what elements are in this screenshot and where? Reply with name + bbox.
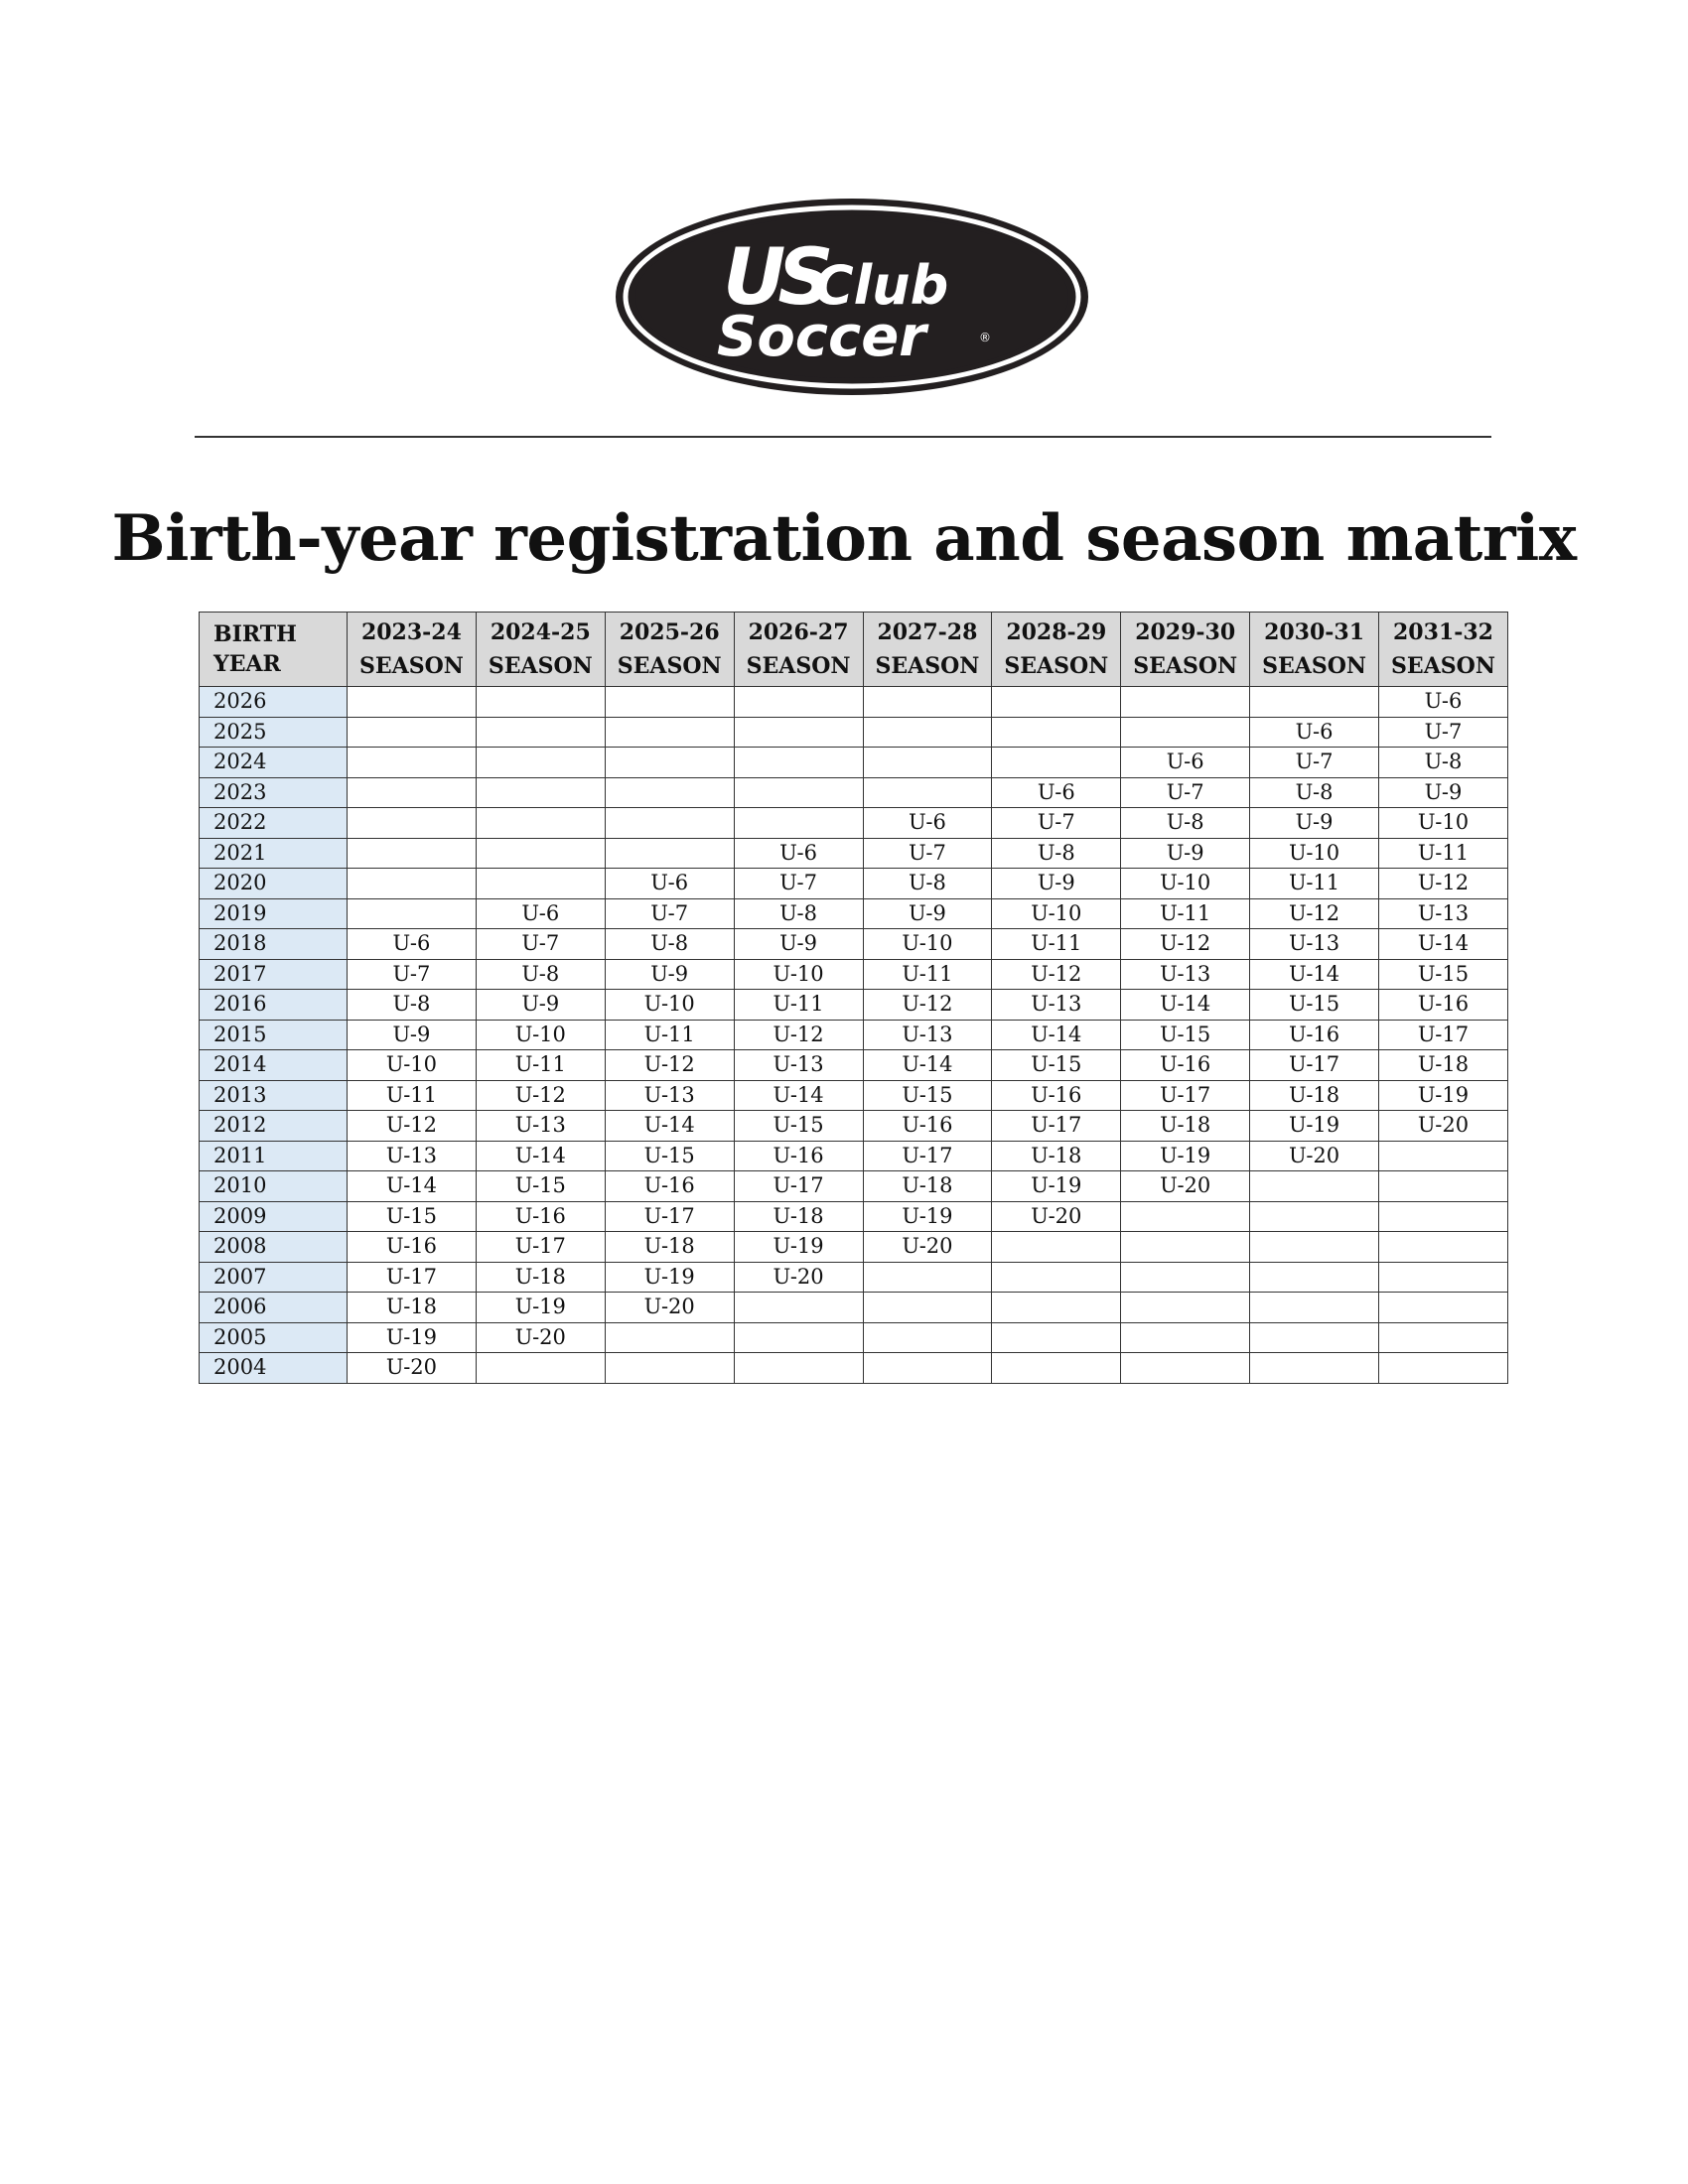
age-group-cell: U-6 xyxy=(1121,748,1250,778)
age-group-cell: U-18 xyxy=(348,1293,477,1323)
age-group-cell xyxy=(476,1353,605,1384)
age-group-cell xyxy=(863,1322,992,1353)
age-group-cell xyxy=(992,1262,1121,1293)
age-group-cell: U-8 xyxy=(348,990,477,1021)
age-group-cell: U-6 xyxy=(992,777,1121,808)
season-year: 2030-31 xyxy=(1264,619,1365,645)
season-year: 2024-25 xyxy=(490,619,591,645)
age-group-cell: U-14 xyxy=(734,1080,863,1111)
age-group-cell: U-11 xyxy=(1379,838,1508,869)
age-group-cell: U-9 xyxy=(476,990,605,1021)
age-group-cell: U-6 xyxy=(734,838,863,869)
age-group-cell: U-11 xyxy=(348,1080,477,1111)
birth-year-cell: 2016 xyxy=(200,990,348,1021)
age-group-cell xyxy=(1379,1293,1508,1323)
age-group-cell: U-6 xyxy=(1379,687,1508,718)
season-label: SEASON xyxy=(358,653,464,679)
age-group-cell: U-14 xyxy=(1121,990,1250,1021)
table-row xyxy=(200,687,1508,718)
age-group-cell: U-20 xyxy=(734,1262,863,1293)
age-group-cell xyxy=(605,1322,734,1353)
age-group-cell: U-11 xyxy=(476,1050,605,1081)
age-group-cell xyxy=(734,808,863,839)
season-header-2026-27 xyxy=(734,613,863,687)
birth-year-cell: 2009 xyxy=(200,1201,348,1232)
age-group-cell: U-18 xyxy=(476,1262,605,1293)
page-title: Birth-year registration and season matrix xyxy=(111,501,1577,576)
age-group-cell: U-8 xyxy=(1250,777,1379,808)
age-group-cell xyxy=(476,838,605,869)
age-group-cell: U-13 xyxy=(863,1020,992,1050)
age-group-cell xyxy=(734,1293,863,1323)
age-group-cell xyxy=(1250,1262,1379,1293)
age-group-cell xyxy=(863,777,992,808)
birth-year-cell: 2023 xyxy=(200,777,348,808)
season-header-2025-26 xyxy=(605,613,734,687)
birth-year-cell: 2026 xyxy=(200,687,348,718)
age-group-cell: U-15 xyxy=(1250,990,1379,1021)
age-group-cell: U-14 xyxy=(348,1171,477,1202)
age-group-cell xyxy=(1250,1232,1379,1263)
age-group-cell: U-10 xyxy=(734,959,863,990)
season-header-2023-24 xyxy=(348,613,477,687)
age-group-cell: U-20 xyxy=(1121,1171,1250,1202)
age-group-cell: U-18 xyxy=(734,1201,863,1232)
age-group-cell: U-13 xyxy=(992,990,1121,1021)
age-group-cell xyxy=(1379,1262,1508,1293)
age-group-cell xyxy=(992,1293,1121,1323)
age-group-cell xyxy=(863,1262,992,1293)
age-group-cell: U-15 xyxy=(348,1201,477,1232)
season-year: 2026-27 xyxy=(748,619,849,645)
birth-year-header-line1: BIRTH xyxy=(213,621,297,647)
age-group-cell: U-9 xyxy=(1379,777,1508,808)
age-group-cell xyxy=(734,748,863,778)
age-group-cell: U-20 xyxy=(348,1353,477,1384)
horizontal-rule xyxy=(195,436,1491,438)
age-group-cell xyxy=(992,1322,1121,1353)
age-group-cell: U-16 xyxy=(992,1080,1121,1111)
season-label: SEASON xyxy=(746,653,851,679)
age-group-cell xyxy=(1121,1322,1250,1353)
logo-text-us: US xyxy=(723,233,826,323)
age-group-cell: U-9 xyxy=(1121,838,1250,869)
age-group-cell: U-10 xyxy=(476,1020,605,1050)
age-group-cell: U-8 xyxy=(605,929,734,960)
age-group-cell xyxy=(1250,687,1379,718)
age-group-cell: U-13 xyxy=(348,1141,477,1171)
birth-year-cell: 2008 xyxy=(200,1232,348,1263)
age-group-cell: U-15 xyxy=(734,1111,863,1142)
table-row xyxy=(200,748,1508,778)
season-matrix-table xyxy=(199,612,1508,1384)
age-group-cell: U-15 xyxy=(1379,959,1508,990)
age-group-cell xyxy=(605,808,734,839)
birth-year-cell: 2011 xyxy=(200,1141,348,1171)
birth-year-cell: 2022 xyxy=(200,808,348,839)
birth-year-cell: 2021 xyxy=(200,838,348,869)
table-row xyxy=(200,1232,1508,1263)
age-group-cell: U-17 xyxy=(992,1111,1121,1142)
age-group-cell xyxy=(992,1232,1121,1263)
age-group-cell xyxy=(605,838,734,869)
season-header-2030-31 xyxy=(1250,613,1379,687)
age-group-cell: U-12 xyxy=(992,959,1121,990)
season-header-2029-30 xyxy=(1121,613,1250,687)
age-group-cell: U-8 xyxy=(734,898,863,929)
season-label: SEASON xyxy=(1262,653,1366,679)
age-group-cell: U-18 xyxy=(1250,1080,1379,1111)
age-group-cell: U-19 xyxy=(734,1232,863,1263)
age-group-cell xyxy=(1250,1293,1379,1323)
age-group-cell: U-8 xyxy=(1121,808,1250,839)
age-group-cell xyxy=(348,687,477,718)
age-group-cell: U-9 xyxy=(734,929,863,960)
age-group-cell xyxy=(734,1322,863,1353)
age-group-cell xyxy=(476,717,605,748)
age-group-cell: U-16 xyxy=(476,1201,605,1232)
age-group-cell xyxy=(1121,1262,1250,1293)
age-group-cell xyxy=(476,869,605,899)
season-header-2028-29 xyxy=(992,613,1121,687)
table-row xyxy=(200,929,1508,960)
logo-registered-mark: ® xyxy=(979,331,991,344)
age-group-cell: U-6 xyxy=(605,869,734,899)
season-year: 2028-29 xyxy=(1006,619,1107,645)
birth-year-cell: 2017 xyxy=(200,959,348,990)
age-group-cell xyxy=(734,777,863,808)
age-group-cell xyxy=(476,808,605,839)
age-group-cell: U-11 xyxy=(863,959,992,990)
table-row xyxy=(200,1201,1508,1232)
age-group-cell: U-19 xyxy=(863,1201,992,1232)
age-group-cell xyxy=(1121,1201,1250,1232)
age-group-cell: U-6 xyxy=(476,898,605,929)
age-group-cell xyxy=(476,777,605,808)
age-group-cell: U-20 xyxy=(863,1232,992,1263)
birth-year-cell: 2018 xyxy=(200,929,348,960)
season-year: 2023-24 xyxy=(360,619,462,645)
age-group-cell: U-7 xyxy=(863,838,992,869)
age-group-cell: U-16 xyxy=(1250,1020,1379,1050)
birth-year-cell: 2014 xyxy=(200,1050,348,1081)
age-group-cell xyxy=(1379,1201,1508,1232)
season-year: 2025-26 xyxy=(619,619,720,645)
age-group-cell: U-9 xyxy=(992,869,1121,899)
age-group-cell xyxy=(1250,1353,1379,1384)
age-group-cell xyxy=(1379,1141,1508,1171)
age-group-cell: U-7 xyxy=(1379,717,1508,748)
table-row xyxy=(200,1171,1508,1202)
age-group-cell xyxy=(605,748,734,778)
table-row xyxy=(200,777,1508,808)
birth-year-cell: 2007 xyxy=(200,1262,348,1293)
age-group-cell: U-9 xyxy=(605,959,734,990)
age-group-cell: U-10 xyxy=(992,898,1121,929)
age-group-cell: U-16 xyxy=(863,1111,992,1142)
season-label: SEASON xyxy=(875,653,980,679)
age-group-cell: U-12 xyxy=(1121,929,1250,960)
age-group-cell: U-7 xyxy=(605,898,734,929)
us-club-soccer-logo xyxy=(614,197,1090,397)
age-group-cell xyxy=(734,687,863,718)
age-group-cell: U-18 xyxy=(1379,1050,1508,1081)
age-group-cell: U-19 xyxy=(992,1171,1121,1202)
age-group-cell: U-13 xyxy=(1379,898,1508,929)
table-header-row xyxy=(200,613,1508,687)
table-row xyxy=(200,1141,1508,1171)
age-group-cell: U-18 xyxy=(1121,1111,1250,1142)
table-row xyxy=(200,1080,1508,1111)
age-group-cell xyxy=(1250,1322,1379,1353)
age-group-cell xyxy=(348,808,477,839)
age-group-cell: U-17 xyxy=(1121,1080,1250,1111)
age-group-cell: U-17 xyxy=(348,1262,477,1293)
season-year: 2031-32 xyxy=(1393,619,1493,645)
birth-year-cell: 2005 xyxy=(200,1322,348,1353)
age-group-cell xyxy=(1121,1232,1250,1263)
birth-year-cell: 2006 xyxy=(200,1293,348,1323)
age-group-cell xyxy=(348,717,477,748)
age-group-cell: U-14 xyxy=(863,1050,992,1081)
table-row xyxy=(200,1050,1508,1081)
age-group-cell: U-20 xyxy=(992,1201,1121,1232)
age-group-cell: U-8 xyxy=(992,838,1121,869)
age-group-cell: U-18 xyxy=(992,1141,1121,1171)
age-group-cell xyxy=(863,717,992,748)
age-group-cell: U-7 xyxy=(992,808,1121,839)
age-group-cell: U-13 xyxy=(476,1111,605,1142)
season-year: 2029-30 xyxy=(1135,619,1236,645)
age-group-cell: U-18 xyxy=(605,1232,734,1263)
age-group-cell xyxy=(1379,1171,1508,1202)
age-group-cell: U-10 xyxy=(1121,869,1250,899)
age-group-cell: U-12 xyxy=(1379,869,1508,899)
table-body xyxy=(200,687,1508,1384)
age-group-cell: U-12 xyxy=(863,990,992,1021)
age-group-cell: U-20 xyxy=(476,1322,605,1353)
logo-text-club: Club xyxy=(814,254,949,317)
table-row xyxy=(200,959,1508,990)
age-group-cell: U-7 xyxy=(734,869,863,899)
season-header-2027-28 xyxy=(863,613,992,687)
age-group-cell: U-7 xyxy=(348,959,477,990)
age-group-cell xyxy=(348,869,477,899)
age-group-cell xyxy=(605,1353,734,1384)
age-group-cell: U-15 xyxy=(476,1171,605,1202)
age-group-cell: U-17 xyxy=(605,1201,734,1232)
age-group-cell: U-9 xyxy=(348,1020,477,1050)
age-group-cell: U-12 xyxy=(348,1111,477,1142)
age-group-cell xyxy=(1250,1201,1379,1232)
age-group-cell: U-7 xyxy=(1121,777,1250,808)
age-group-cell xyxy=(1379,1322,1508,1353)
age-group-cell: U-13 xyxy=(1250,929,1379,960)
age-group-cell xyxy=(1250,1171,1379,1202)
age-group-cell xyxy=(863,687,992,718)
age-group-cell xyxy=(1379,1353,1508,1384)
age-group-cell xyxy=(992,717,1121,748)
age-group-cell xyxy=(1121,1353,1250,1384)
table-row xyxy=(200,869,1508,899)
age-group-cell xyxy=(992,748,1121,778)
age-group-cell: U-15 xyxy=(1121,1020,1250,1050)
age-group-cell: U-7 xyxy=(1250,748,1379,778)
age-group-cell: U-19 xyxy=(476,1293,605,1323)
age-group-cell xyxy=(476,687,605,718)
age-group-cell xyxy=(348,777,477,808)
age-group-cell: U-19 xyxy=(1379,1080,1508,1111)
age-group-cell xyxy=(605,717,734,748)
season-year: 2027-28 xyxy=(877,619,978,645)
age-group-cell xyxy=(992,687,1121,718)
age-group-cell: U-14 xyxy=(1379,929,1508,960)
table-row xyxy=(200,838,1508,869)
age-group-cell: U-10 xyxy=(1250,838,1379,869)
age-group-cell xyxy=(1121,687,1250,718)
season-header-2024-25 xyxy=(476,613,605,687)
season-header-2031-32 xyxy=(1379,613,1508,687)
season-label: SEASON xyxy=(617,653,722,679)
table-row xyxy=(200,1020,1508,1050)
age-group-cell xyxy=(348,748,477,778)
birth-year-cell: 2004 xyxy=(200,1353,348,1384)
age-group-cell: U-14 xyxy=(1250,959,1379,990)
age-group-cell: U-20 xyxy=(1379,1111,1508,1142)
age-group-cell xyxy=(348,838,477,869)
age-group-cell: U-16 xyxy=(1379,990,1508,1021)
age-group-cell xyxy=(734,1353,863,1384)
age-group-cell: U-10 xyxy=(605,990,734,1021)
age-group-cell: U-20 xyxy=(605,1293,734,1323)
age-group-cell: U-15 xyxy=(992,1050,1121,1081)
table-row xyxy=(200,1322,1508,1353)
age-group-cell: U-16 xyxy=(734,1141,863,1171)
age-group-cell: U-16 xyxy=(1121,1050,1250,1081)
age-group-cell: U-13 xyxy=(1121,959,1250,990)
age-group-cell xyxy=(863,748,992,778)
birth-year-cell: 2025 xyxy=(200,717,348,748)
age-group-cell: U-7 xyxy=(476,929,605,960)
age-group-cell: U-14 xyxy=(605,1111,734,1142)
age-group-cell: U-8 xyxy=(863,869,992,899)
age-group-cell: U-17 xyxy=(476,1232,605,1263)
table-row xyxy=(200,1293,1508,1323)
age-group-cell: U-9 xyxy=(1250,808,1379,839)
age-group-cell: U-18 xyxy=(863,1171,992,1202)
age-group-cell xyxy=(992,1353,1121,1384)
age-group-cell xyxy=(734,717,863,748)
age-group-cell: U-12 xyxy=(1250,898,1379,929)
birth-year-cell: 2019 xyxy=(200,898,348,929)
age-group-cell: U-13 xyxy=(605,1080,734,1111)
season-label: SEASON xyxy=(1133,653,1238,679)
age-group-cell: U-15 xyxy=(863,1080,992,1111)
age-group-cell: U-11 xyxy=(1121,898,1250,929)
age-group-cell: U-8 xyxy=(1379,748,1508,778)
birth-year-cell: 2024 xyxy=(200,748,348,778)
age-group-cell xyxy=(863,1293,992,1323)
birth-year-cell: 2020 xyxy=(200,869,348,899)
age-group-cell: U-8 xyxy=(476,959,605,990)
season-label: SEASON xyxy=(488,653,593,679)
birth-year-cell: 2010 xyxy=(200,1171,348,1202)
table-row xyxy=(200,898,1508,929)
logo-text-soccer: Soccer xyxy=(717,305,926,369)
birth-year-header-line2: YEAR xyxy=(213,651,281,677)
season-label: SEASON xyxy=(1391,653,1495,679)
age-group-cell: U-12 xyxy=(476,1080,605,1111)
age-group-cell xyxy=(476,748,605,778)
age-group-cell xyxy=(348,898,477,929)
age-group-cell: U-20 xyxy=(1250,1141,1379,1171)
age-group-cell xyxy=(1379,1232,1508,1263)
age-group-cell: U-6 xyxy=(348,929,477,960)
age-group-cell: U-17 xyxy=(734,1171,863,1202)
age-group-cell xyxy=(1121,1293,1250,1323)
table-row xyxy=(200,1111,1508,1142)
age-group-cell: U-16 xyxy=(605,1171,734,1202)
birth-year-cell: 2013 xyxy=(200,1080,348,1111)
age-group-cell: U-11 xyxy=(1250,869,1379,899)
birth-year-cell: 2012 xyxy=(200,1111,348,1142)
table-row xyxy=(200,1262,1508,1293)
table-row xyxy=(200,1353,1508,1384)
age-group-cell: U-10 xyxy=(863,929,992,960)
age-group-cell: U-17 xyxy=(1250,1050,1379,1081)
table-row xyxy=(200,808,1508,839)
age-group-cell: U-10 xyxy=(348,1050,477,1081)
age-group-cell: U-11 xyxy=(605,1020,734,1050)
age-group-cell xyxy=(1121,717,1250,748)
age-group-cell: U-6 xyxy=(863,808,992,839)
age-group-cell: U-12 xyxy=(734,1020,863,1050)
season-label: SEASON xyxy=(1004,653,1109,679)
age-group-cell xyxy=(863,1353,992,1384)
age-group-cell: U-13 xyxy=(734,1050,863,1081)
age-group-cell xyxy=(605,687,734,718)
age-group-cell: U-19 xyxy=(605,1262,734,1293)
birth-year-header xyxy=(200,613,348,687)
age-group-cell: U-11 xyxy=(992,929,1121,960)
age-group-cell: U-14 xyxy=(992,1020,1121,1050)
age-group-cell: U-19 xyxy=(1250,1111,1379,1142)
age-group-cell: U-17 xyxy=(1379,1020,1508,1050)
age-group-cell: U-9 xyxy=(863,898,992,929)
age-group-cell xyxy=(605,777,734,808)
age-group-cell: U-17 xyxy=(863,1141,992,1171)
age-group-cell: U-14 xyxy=(476,1141,605,1171)
age-group-cell: U-19 xyxy=(1121,1141,1250,1171)
age-group-cell: U-15 xyxy=(605,1141,734,1171)
age-group-cell: U-16 xyxy=(348,1232,477,1263)
table-row xyxy=(200,990,1508,1021)
age-group-cell: U-19 xyxy=(348,1322,477,1353)
birth-year-cell: 2015 xyxy=(200,1020,348,1050)
table-row xyxy=(200,717,1508,748)
age-group-cell: U-6 xyxy=(1250,717,1379,748)
age-group-cell: U-11 xyxy=(734,990,863,1021)
age-group-cell: U-10 xyxy=(1379,808,1508,839)
age-group-cell: U-12 xyxy=(605,1050,734,1081)
